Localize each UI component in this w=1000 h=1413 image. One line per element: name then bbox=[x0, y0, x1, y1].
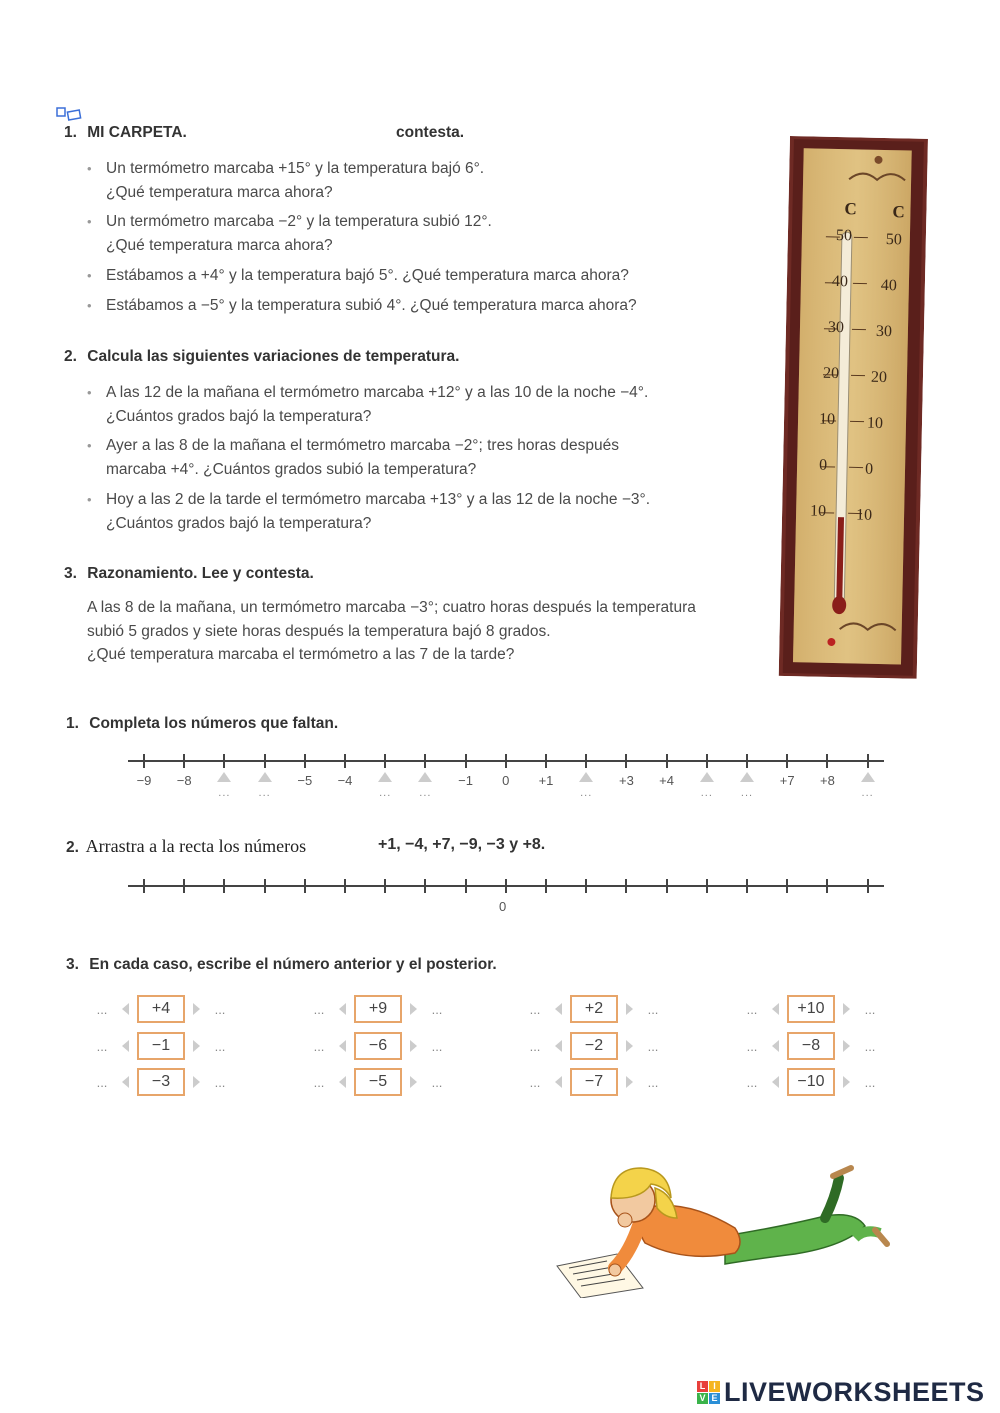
number-line-1 bbox=[128, 752, 886, 802]
drag-heading bbox=[66, 836, 306, 857]
drag-number: 2. bbox=[66, 839, 79, 856]
number-line-2-tick[interactable] bbox=[223, 879, 225, 893]
scale-right-30: 30 bbox=[875, 322, 893, 341]
thermometer-illustration bbox=[779, 136, 928, 679]
missing-number-marker bbox=[258, 772, 272, 782]
arrow-right-icon bbox=[626, 1040, 633, 1052]
q1-item-2-line-2: ¿Qué temperatura marca ahora? bbox=[106, 236, 333, 254]
missing-number-marker bbox=[418, 772, 432, 782]
given-number-box: −6 bbox=[354, 1032, 402, 1060]
q1-number: 1. bbox=[64, 124, 77, 141]
q1-item-3: • Estábamos a +4° y la temperatura bajó 5°. ¿Qué temperatura marca ahora? bbox=[106, 264, 629, 288]
missing-number-marker bbox=[740, 772, 754, 782]
arrow-right-icon bbox=[410, 1003, 417, 1015]
given-number-box: −8 bbox=[787, 1032, 835, 1060]
q1-heading bbox=[64, 124, 187, 142]
scale-right-0: 0 bbox=[864, 460, 874, 478]
q2-number: 2. bbox=[64, 348, 77, 365]
given-number-box: −7 bbox=[570, 1068, 618, 1096]
arrow-right-icon bbox=[410, 1040, 417, 1052]
number-line-1-label: +3 bbox=[618, 773, 634, 788]
previous-number-blank[interactable]: ... bbox=[96, 1038, 108, 1054]
arrow-left-icon bbox=[772, 1076, 779, 1088]
nl1-title: Completa los números que faltan. bbox=[89, 715, 339, 732]
number-line-2-tick[interactable] bbox=[867, 879, 869, 893]
arrow-left-icon bbox=[339, 1003, 346, 1015]
arrow-left-icon bbox=[772, 1003, 779, 1015]
number-line-1-tick bbox=[746, 754, 748, 768]
number-line-1-tick bbox=[465, 754, 467, 768]
number-line-2-tick[interactable] bbox=[465, 879, 467, 893]
sequence-row bbox=[90, 1031, 232, 1061]
given-number-box: −5 bbox=[354, 1068, 402, 1096]
girl-writing-illustration bbox=[555, 1158, 925, 1298]
number-line-1-tick bbox=[223, 754, 225, 768]
previous-number-blank[interactable]: ... bbox=[313, 1001, 325, 1017]
next-number-blank[interactable]: ... bbox=[864, 1074, 876, 1090]
number-line-1-label: −5 bbox=[297, 773, 313, 788]
q2-item-1: • A las 12 de la mañana el termómetro marcaba +12° y a las 10 de la noche −4°. ¿Cuántos grados bajó la temperatura? bbox=[106, 381, 648, 428]
previous-number-blank[interactable]: ... bbox=[529, 1074, 541, 1090]
scale-right-50: 50 bbox=[885, 231, 903, 249]
given-number-box: −3 bbox=[137, 1068, 185, 1096]
previous-number-blank[interactable]: ... bbox=[746, 1038, 758, 1054]
given-number-box: −2 bbox=[570, 1032, 618, 1060]
arrow-right-icon bbox=[410, 1076, 417, 1088]
q2-item-2: • Ayer a las 8 de la mañana el termómetro marcaba −2°; tres horas después marcaba +4°. ¿Cuántos grados subió la temperatura? bbox=[106, 434, 619, 481]
missing-number-blank[interactable]: ... bbox=[580, 787, 593, 799]
sequence-row bbox=[90, 994, 232, 1024]
thermometer-unit-left: C bbox=[844, 199, 857, 219]
arrow-right-icon bbox=[843, 1076, 850, 1088]
drag-numbers: +1, −4, +7, −9, −3 y +8. bbox=[378, 836, 546, 853]
previous-number-blank[interactable]: ... bbox=[746, 1074, 758, 1090]
number-line-1-tick bbox=[826, 754, 828, 768]
scale-left-40: 40 bbox=[831, 272, 849, 291]
next-number-blank[interactable]: ... bbox=[214, 1038, 226, 1054]
previous-number-blank[interactable]: ... bbox=[96, 1001, 108, 1017]
q2-item-1-line-2: ¿Cuántos grados bajó la temperatura? bbox=[106, 407, 372, 425]
arrow-left-icon bbox=[555, 1040, 562, 1052]
q1-title: MI CARPETA. bbox=[87, 124, 187, 141]
girl-writing-graphic bbox=[555, 1158, 925, 1298]
number-line-1-tick bbox=[585, 754, 587, 768]
number-line-1-tick bbox=[183, 754, 185, 768]
q1-item-4: • Estábamos a −5° y la temperatura subió 4°. ¿Qué temperatura marca ahora? bbox=[106, 294, 637, 318]
arrow-right-icon bbox=[843, 1003, 850, 1015]
sequence-row bbox=[740, 1031, 882, 1061]
next-number-blank[interactable]: ... bbox=[431, 1038, 443, 1054]
arrow-right-icon bbox=[193, 1003, 200, 1015]
sequence-row bbox=[523, 1067, 665, 1097]
arrow-left-icon bbox=[555, 1076, 562, 1088]
logo-letter-v: V bbox=[697, 1393, 708, 1404]
number-line-1-tick bbox=[424, 754, 426, 768]
previous-number-blank[interactable]: ... bbox=[96, 1074, 108, 1090]
missing-number-marker bbox=[217, 772, 231, 782]
given-number-box: +4 bbox=[137, 995, 185, 1023]
q3-paragraph bbox=[87, 596, 696, 667]
sequence-row bbox=[523, 1031, 665, 1061]
seq-title: En cada caso, escribe el número anterior y el posterior. bbox=[89, 956, 497, 973]
next-number-blank[interactable]: ... bbox=[647, 1038, 659, 1054]
next-number-blank[interactable]: ... bbox=[431, 1074, 443, 1090]
q2-item-2-line-1: Ayer a las 8 de la mañana el termómetro marcaba −2°; tres horas después bbox=[106, 437, 619, 454]
seq-heading bbox=[66, 956, 497, 974]
q1-item-2: • Un termómetro marcaba −2° y la temperatura subió 12°. ¿Qué temperatura marca ahora? bbox=[106, 210, 492, 257]
scale-right-minus-10: 10 bbox=[855, 506, 873, 524]
scale-right-10: 10 bbox=[866, 414, 884, 433]
given-number-box: +2 bbox=[570, 995, 618, 1023]
number-line-1-label: −8 bbox=[176, 773, 192, 788]
sequence-row bbox=[740, 1067, 882, 1097]
nl1-heading bbox=[66, 715, 338, 733]
arrow-left-icon bbox=[122, 1076, 129, 1088]
sequence-row bbox=[307, 994, 449, 1024]
thermometer-unit-right: C bbox=[892, 202, 905, 222]
logo-mark-icon bbox=[697, 1381, 720, 1404]
missing-number-marker bbox=[861, 772, 875, 782]
q2-title: Calcula las siguientes variaciones de temperatura. bbox=[87, 348, 460, 365]
scale-left-10: 10 bbox=[818, 410, 836, 429]
missing-number-marker bbox=[378, 772, 392, 782]
number-line-1-tick bbox=[264, 754, 266, 768]
previous-number-blank[interactable]: ... bbox=[313, 1074, 325, 1090]
q1-item-4-line-1: Estábamos a −5° y la temperatura subió 4°. ¿Qué temperatura marca ahora? bbox=[106, 297, 637, 314]
number-line-2-tick[interactable] bbox=[183, 879, 185, 893]
number-line-2-tick[interactable] bbox=[585, 879, 587, 893]
missing-number-blank[interactable]: ... bbox=[700, 787, 713, 799]
given-number-box: +10 bbox=[787, 995, 835, 1023]
scale-right-40: 40 bbox=[880, 276, 898, 295]
number-line-2-tick[interactable] bbox=[143, 879, 145, 893]
nl1-number: 1. bbox=[66, 715, 79, 732]
given-number-box: −10 bbox=[787, 1068, 835, 1096]
number-line-2-tick[interactable] bbox=[625, 879, 627, 893]
next-number-blank[interactable]: ... bbox=[214, 1074, 226, 1090]
q1-item-1-line-2: ¿Qué temperatura marca ahora? bbox=[106, 183, 333, 201]
given-number-box: +9 bbox=[354, 995, 402, 1023]
arrow-right-icon bbox=[193, 1076, 200, 1088]
arrow-right-icon bbox=[626, 1003, 633, 1015]
q3-line-1: A las 8 de la mañana, un termómetro marcaba −3°; cuatro horas después la temperatura bbox=[87, 599, 696, 616]
arrow-left-icon bbox=[555, 1003, 562, 1015]
missing-number-blank[interactable]: ... bbox=[419, 787, 432, 799]
number-line-1-tick bbox=[344, 754, 346, 768]
missing-number-blank[interactable]: ... bbox=[218, 787, 231, 799]
scale-left-50: 50 bbox=[835, 226, 853, 245]
missing-number-blank[interactable]: ... bbox=[379, 787, 392, 799]
number-line-2-tick[interactable] bbox=[304, 879, 306, 893]
number-line-1-label: −1 bbox=[458, 773, 474, 788]
q3-title: Razonamiento. Lee y contesta. bbox=[87, 565, 314, 582]
arrow-left-icon bbox=[339, 1076, 346, 1088]
number-line-1-label: +7 bbox=[779, 773, 795, 788]
number-line-1-tick bbox=[706, 754, 708, 768]
q1-item-3-line-1: Estábamos a +4° y la temperatura bajó 5°. ¿Qué temperatura marca ahora? bbox=[106, 267, 629, 284]
number-line-1-tick bbox=[786, 754, 788, 768]
number-line-1-label: 0 bbox=[502, 773, 510, 788]
number-line-1-tick bbox=[505, 754, 507, 768]
next-number-blank[interactable]: ... bbox=[864, 1038, 876, 1054]
number-line-1-tick bbox=[625, 754, 627, 768]
number-line-2-tick[interactable] bbox=[264, 879, 266, 893]
number-line-2-tick[interactable] bbox=[826, 879, 828, 893]
number-line-2[interactable] bbox=[128, 877, 886, 917]
next-number-blank[interactable]: ... bbox=[647, 1074, 659, 1090]
drag-text: Arrastra a la recta los números bbox=[85, 836, 307, 856]
arrow-left-icon bbox=[339, 1040, 346, 1052]
sequence-row bbox=[740, 994, 882, 1024]
q2-item-3-line-2: ¿Cuántos grados bajó la temperatura? bbox=[106, 514, 372, 532]
q3-line-3: ¿Qué temperatura marcaba el termómetro a las 7 de la tarde? bbox=[87, 646, 515, 663]
arrow-left-icon bbox=[122, 1003, 129, 1015]
brand-name: LIVEWORKSHEETS bbox=[724, 1377, 985, 1407]
q2-item-1-line-1: A las 12 de la mañana el termómetro marcaba +12° y a las 10 de la noche −4°. bbox=[106, 384, 649, 401]
missing-number-marker bbox=[700, 772, 714, 782]
missing-number-marker bbox=[579, 772, 593, 782]
number-line-2-tick[interactable] bbox=[424, 879, 426, 893]
q2-item-3-line-1: Hoy a las 2 de la tarde el termómetro marcaba +13° y a las 12 de la noche −3°. bbox=[106, 491, 651, 508]
missing-number-blank[interactable]: ... bbox=[258, 787, 271, 799]
number-line-1-tick bbox=[666, 754, 668, 768]
missing-number-blank[interactable]: ... bbox=[861, 787, 874, 799]
number-line-2-zero: 0 bbox=[499, 899, 507, 914]
number-line-1-label: −9 bbox=[136, 773, 152, 788]
number-line-1-label: +4 bbox=[659, 773, 675, 788]
number-line-1-tick bbox=[143, 754, 145, 768]
arrow-right-icon bbox=[843, 1040, 850, 1052]
q3-heading bbox=[64, 565, 314, 583]
number-line-1-tick bbox=[867, 754, 869, 768]
number-line-1-tick bbox=[545, 754, 547, 768]
number-line-2-tick[interactable] bbox=[746, 879, 748, 893]
next-number-blank[interactable]: ... bbox=[214, 1001, 226, 1017]
number-line-2-tick[interactable] bbox=[545, 879, 547, 893]
q1-item-1-line-1: Un termómetro marcaba +15° y la temperatura bajó 6°. bbox=[106, 160, 485, 177]
seq-number: 3. bbox=[66, 956, 79, 973]
arrow-left-icon bbox=[122, 1040, 129, 1052]
number-line-1-tick bbox=[304, 754, 306, 768]
scale-left-minus-10: 10 bbox=[809, 502, 827, 520]
number-line-2-tick[interactable] bbox=[384, 879, 386, 893]
sequence-row bbox=[307, 1031, 449, 1061]
q3-line-2: subió 5 grados y siete horas después la temperatura bajó 8 grados. bbox=[87, 622, 551, 640]
missing-number-blank[interactable]: ... bbox=[740, 787, 754, 799]
q2-heading bbox=[64, 348, 459, 366]
logo-letter-l: L bbox=[697, 1381, 708, 1392]
given-number-box: −1 bbox=[137, 1032, 185, 1060]
q1-suffix: contesta. bbox=[396, 124, 465, 141]
number-line-1-tick bbox=[384, 754, 386, 768]
next-number-blank[interactable]: ... bbox=[647, 1001, 659, 1017]
q2-item-2-line-2: marcaba +4°. ¿Cuántos grados subió la temperatura? bbox=[106, 460, 477, 478]
number-line-2-tick[interactable] bbox=[666, 879, 668, 893]
sequence-row bbox=[90, 1067, 232, 1097]
logo-letter-e: E bbox=[709, 1393, 720, 1404]
scale-left-20: 20 bbox=[822, 364, 840, 383]
previous-number-blank[interactable]: ... bbox=[529, 1001, 541, 1017]
q1-item-1: • Un termómetro marcaba +15° y la temperatura bajó 6°. ¿Qué temperatura marca ahora? bbox=[106, 157, 484, 204]
arrow-right-icon bbox=[193, 1040, 200, 1052]
arrow-left-icon bbox=[772, 1040, 779, 1052]
number-line-2-tick[interactable] bbox=[344, 879, 346, 893]
number-line-2-tick[interactable] bbox=[706, 879, 708, 893]
sequence-row bbox=[523, 994, 665, 1024]
scale-right-20: 20 bbox=[870, 368, 888, 387]
liveworksheets-logo[interactable] bbox=[697, 1377, 985, 1408]
q3-number: 3. bbox=[64, 565, 77, 582]
previous-number-blank[interactable]: ... bbox=[313, 1038, 325, 1054]
q2-item-3: • Hoy a las 2 de la tarde el termómetro marcaba +13° y a las 12 de la noche −3°. ¿Cuántos grados bajó la temperatura? bbox=[106, 488, 650, 535]
q1-item-2-line-1: Un termómetro marcaba −2° y la temperatura subió 12°. bbox=[106, 213, 492, 230]
scale-left-0: 0 bbox=[818, 456, 828, 474]
number-line-1-label: +1 bbox=[538, 773, 554, 788]
number-line-2-tick[interactable] bbox=[786, 879, 788, 893]
previous-number-blank[interactable]: ... bbox=[529, 1038, 541, 1054]
previous-number-blank[interactable]: ... bbox=[746, 1001, 758, 1017]
number-line-1-label: −4 bbox=[337, 773, 353, 788]
number-line-1-label: +8 bbox=[819, 773, 835, 788]
logo-letter-i: I bbox=[709, 1381, 720, 1392]
sequence-row bbox=[307, 1067, 449, 1097]
arrow-right-icon bbox=[626, 1076, 633, 1088]
scale-left-30: 30 bbox=[827, 318, 845, 337]
next-number-blank[interactable]: ... bbox=[864, 1001, 876, 1017]
next-number-blank[interactable]: ... bbox=[431, 1001, 443, 1017]
number-line-2-tick[interactable] bbox=[505, 879, 507, 893]
